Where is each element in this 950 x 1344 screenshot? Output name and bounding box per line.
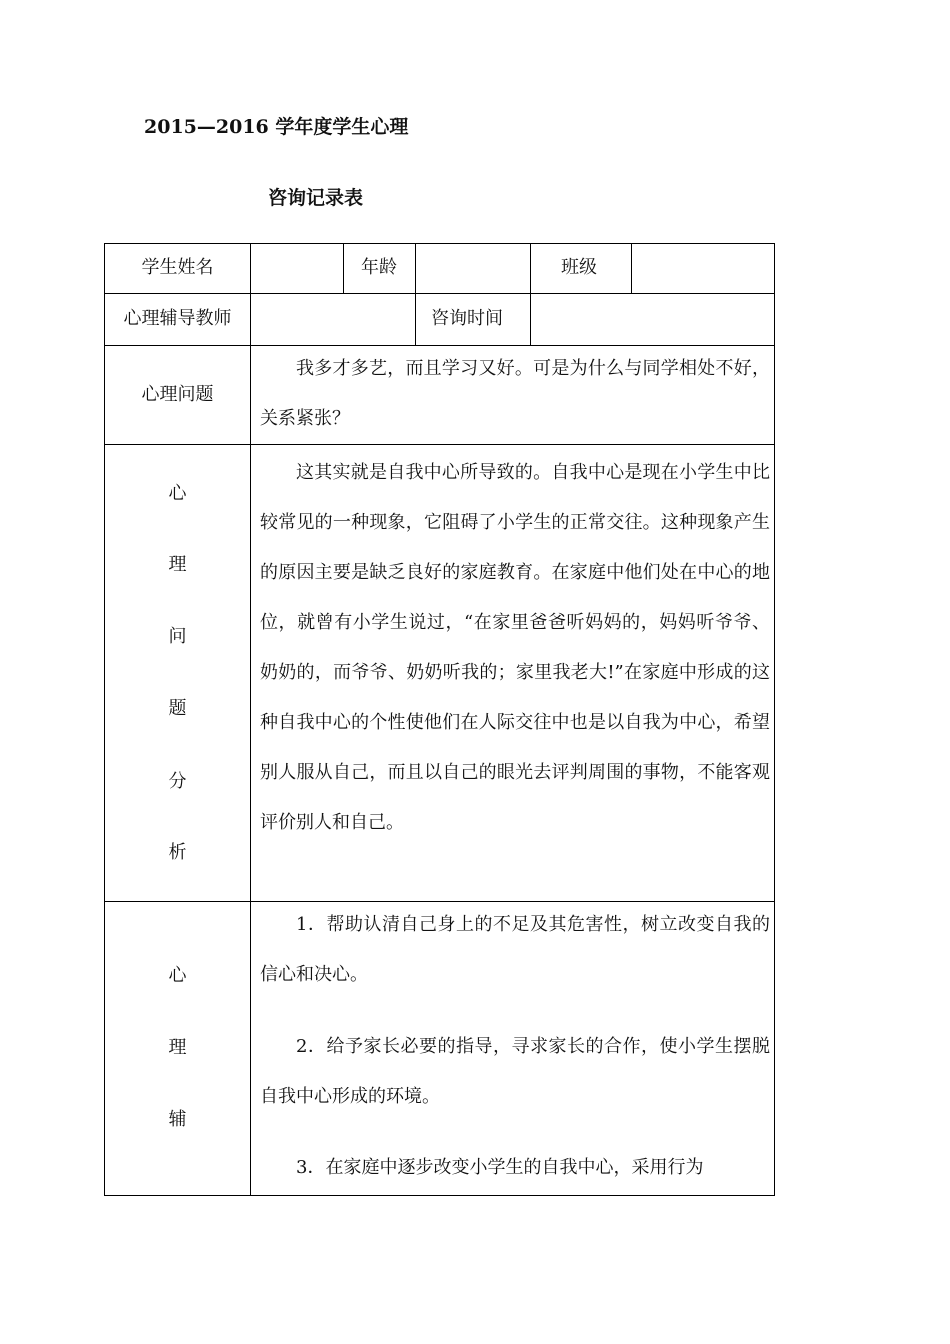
analysis-label-char: 析 <box>168 842 187 863</box>
analysis-label-char: 理 <box>168 554 187 575</box>
row-divider <box>105 444 774 445</box>
class-label: 班级 <box>561 257 597 278</box>
analysis-text: 这其实就是自我中心所导致的。自我中心是现在小学生中比较常见的一种现象，它阻碍了小学生的正常交往。这种现象产生的原因主要是缺乏良好的家庭教育。在家庭中他们处在中心的地位，就曾有小学生说过，“在家里爸爸听妈妈的，妈妈听爷爷、奶奶的，而爷爷、奶奶听我的；家里我老大!”在家庭中形成的这种自我中心的个性使他们在人际交往中也是以自我为中心，希望别人服从自己，而且以自己的眼光去评判周围的事物，不能客观评价别人和自己。 <box>260 462 770 833</box>
consultation-record-table <box>104 243 775 1196</box>
guidance-label-char: 辅 <box>168 1109 187 1130</box>
analysis-label-char: 问 <box>168 626 187 647</box>
row-divider <box>105 293 774 294</box>
guidance-label-char: 心 <box>168 965 187 986</box>
age-label: 年龄 <box>361 257 397 278</box>
column-divider <box>250 244 251 1196</box>
column-divider <box>343 244 344 293</box>
guidance-item: 3．在家庭中逐步改变小学生的自我中心，采用行为 <box>296 1157 704 1178</box>
analysis-label-char: 题 <box>168 698 187 719</box>
consult-time-label: 咨询时间 <box>431 308 503 329</box>
problem-text: 我多才多艺，而且学习又好。可是为什么与同学相处不好，关系紧张？ <box>260 358 770 429</box>
document-title: 2015—2016 学年度学生心理 <box>144 116 409 138</box>
column-divider <box>631 244 632 293</box>
document-subtitle: 咨询记录表 <box>268 187 364 209</box>
guidance-item: 1．帮助认清自己身上的不足及其危害性，树立改变自我的信心和决心。 <box>260 914 770 985</box>
column-divider <box>530 244 531 345</box>
problem-label: 心理问题 <box>141 384 214 405</box>
analysis-label-char: 分 <box>168 771 187 792</box>
student-name-label: 学生姓名 <box>141 257 214 278</box>
guidance-item: 2．给予家长必要的指导，寻求家长的合作，使小学生摆脱自我中心形成的环境。 <box>260 1036 770 1107</box>
analysis-label-char: 心 <box>168 483 187 504</box>
column-divider <box>415 244 416 345</box>
teacher-label: 心理辅导教师 <box>123 308 232 329</box>
guidance-label-char: 理 <box>168 1037 187 1058</box>
